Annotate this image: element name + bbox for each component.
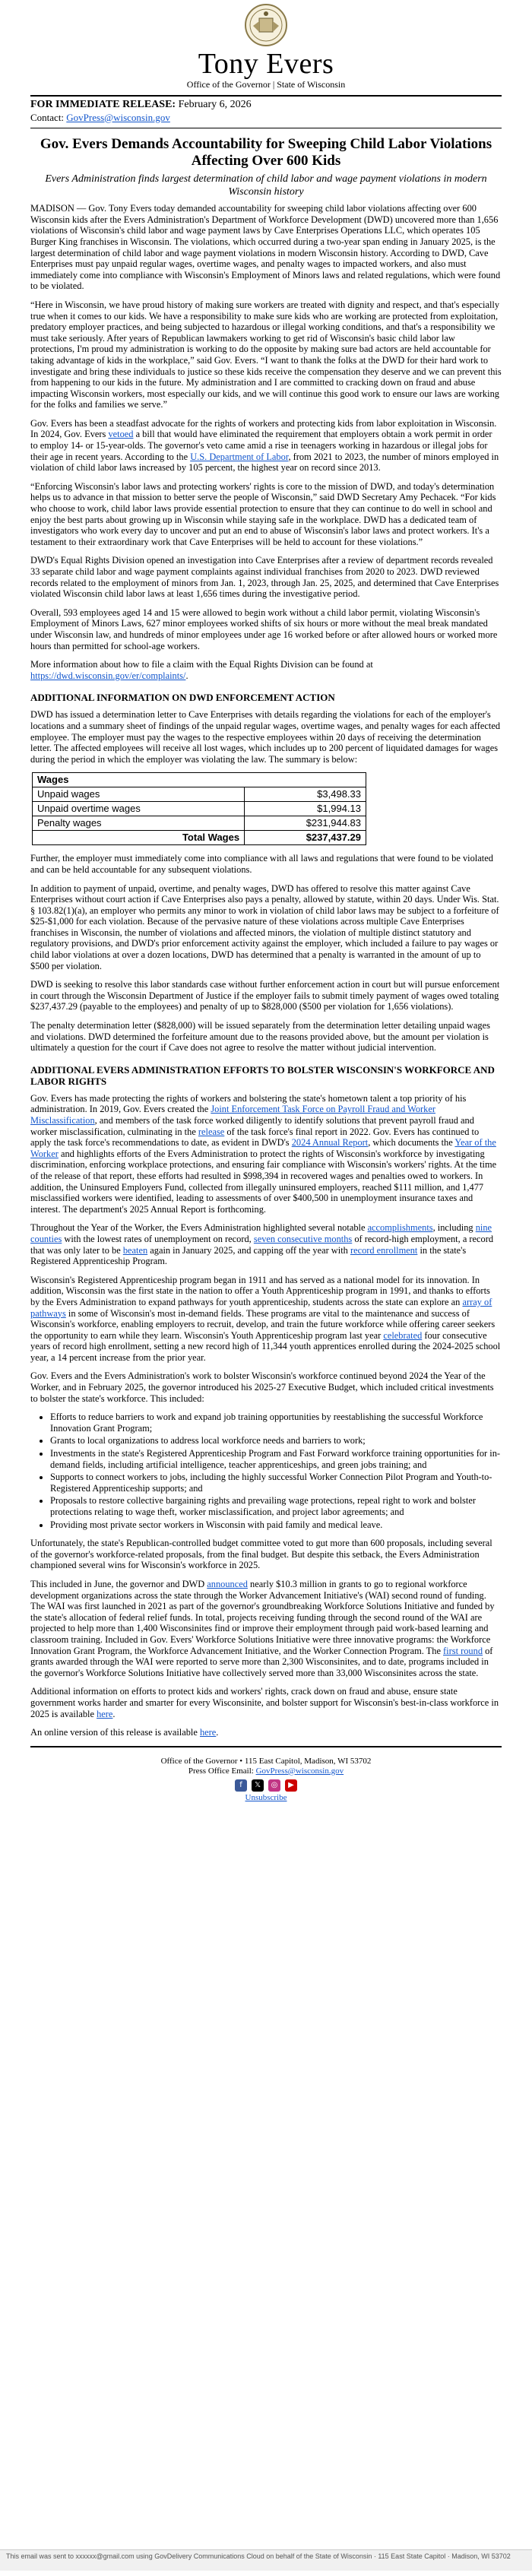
section-heading-efforts: ADDITIONAL EVERS ADMINISTRATION EFFORTS TO BOLSTER WISCONSIN'S WORKFORCE AND LABOR RIGHTS bbox=[30, 1063, 495, 1087]
press-label: Press Office Email: bbox=[188, 1766, 254, 1776]
release-date: February 6, 2026 bbox=[178, 99, 252, 110]
table-row bbox=[33, 787, 366, 802]
text: a bill that would have eliminated the requirement that employers obtain a work permit in order to employ 14- or 15-year-olds. The governor's veto came amid a rise in teenagers working in hazardous or illegal jobs for their age in recent years. According to the bbox=[30, 429, 492, 462]
contact-email-link[interactable]: GovPress@wisconsin.gov bbox=[66, 111, 170, 123]
text: , and members of the task force worked diligently to identify solutions that prevent payroll fraud and worker misclassification, culminating in the bbox=[30, 1115, 474, 1137]
contact-line bbox=[30, 112, 502, 124]
text: nearly $10.3 million in grants to go to regional workforce development organizations across the state through the Worker Advancement Initiative's (WAI) second round of funding. The WAI was first launched in 2021 as part of the governor's groundbreaking Workforce Solutions Initiative and funded by the state's allocation of federal relief funds. In total, projects receiving funding through the second round of the WAI are projected to help more than 1,400 Wisconsinites find or improve their employment through paid work-based learning and classroom training. Included in Gov. Evers' Workforce Solutions Initiative were three innovative programs: the Workforce Innovation Grant Program, the Workforce Advancement Initiative, and the Worker Connection Program. The bbox=[30, 1578, 495, 1656]
annual-report-link[interactable]: 2024 Annual Report bbox=[291, 1137, 369, 1149]
text: Gov. Evers has made protecting the rights of workers and bolstering the state's hometown talent a top priority of his administration. In 2019, Gov. Evers created the bbox=[30, 1092, 467, 1115]
governor-name: Tony Evers bbox=[198, 48, 334, 80]
text: . bbox=[185, 670, 188, 681]
record-enrollment-link[interactable]: record enrollment bbox=[350, 1244, 418, 1256]
text: with the lowest rates of unemployment on record, bbox=[62, 1233, 254, 1244]
list-item: • Investments in the state's Registered Apprenticeship Program and Fast Forward workforce training opportunities for in-demand fields, including artificial intelligence, teacher apprenticeships, and green jobs training; and bbox=[50, 1448, 502, 1470]
text: in the state's Registered Apprenticeship Program. bbox=[30, 1244, 467, 1267]
text: Wisconsin's Registered Apprenticeship program began in 1911 and has served as a national model for its innovation. In addition, Wisconsin was the first state in the nation to offer a Youth Apprenticeship program in 1991, and thanks to efforts by the Evers Administration to expand pathways for youth apprenticeship, students across the state can explore an bbox=[30, 1274, 490, 1307]
paragraph: MADISON — Gov. Tony Evers today demanded accountability for sweeping child labor violations affecting over 600 Wisconsin kids after the Evers Administration's Department of Workforce Development (DWD) uncovered more than 1,656 violations of Wisconsin's child labor and wage payment laws by Cave Enterprises Operations LLC, which operates 105 Burger King franchises in Wisconsin. The violations, which occurred during a two-year span ending in January 2025, is the largest determination of child labor and wage payment violations in modern Wisconsin history. According to DWD, Cave Enterprises must pay unpaid regular wages, overtime wages, and penalty wages to impacted workers, and also must immediately come into compliance with Wisconsin's Employment of Minors laws and related regulations, which were found to be violated. bbox=[30, 203, 501, 292]
paragraph bbox=[30, 1727, 502, 1738]
row-amount: $3,498.33 bbox=[245, 787, 366, 802]
here-link[interactable]: here bbox=[97, 1708, 113, 1719]
list-item: • Proposals to restore collective bargaining rights and prevailing wage protections, repeal right to work and bolster protections relating to wage theft, worker misclassification, and project labor agreements; and bbox=[50, 1495, 502, 1517]
list-item: • Grants to local organizations to address local workforce needs and barriers to work; bbox=[50, 1435, 502, 1446]
paragraph: Unfortunately, the state's Republican-controlled budget committee voted to gut more than 600 proposals, including several of the governor's workforce-related proposals, from the final budget. But despite this setback, the Evers Administration championed several wins for Wisconsin's workforce in 2025. bbox=[30, 1538, 492, 1571]
text: and highlights efforts of the Evers Administration to protect the rights of Wisconsin's workforce by investigating discrimination, enforcing workplace protections, and ensuring fair compliance with Wisconsin's workers' rights. At the time of the release of that report, these efforts had resulted in $998,394 in recovered wages and penalties owed to workers. In addition, the Uninsured Employers Fund, collected from illegally uninsured employers, reached $111 million, and 1,477 misclassified workers were identified, leading to assessments of over $400,500 in unemployment insurance taxes and interest. The department's 2025 Annual Report is forthcoming. bbox=[30, 1148, 497, 1215]
task-force-link[interactable]: Joint Enforcement Task Force on Payroll Fraud and Worker Misclassification bbox=[30, 1104, 435, 1126]
x-icon[interactable]: 𝕏 bbox=[252, 1779, 264, 1792]
wages-table bbox=[32, 772, 366, 845]
text: . bbox=[216, 1727, 219, 1738]
complaints-link[interactable]: https://dwd.wisconsin.gov/er/complaints/ bbox=[30, 670, 186, 681]
paragraph bbox=[30, 1275, 502, 1364]
release-link[interactable]: release bbox=[198, 1126, 225, 1137]
footer-press bbox=[30, 1766, 502, 1776]
unsubscribe-link[interactable]: Unsubscribe bbox=[245, 1792, 287, 1802]
paragraph bbox=[30, 418, 502, 474]
array-of-pathways-link[interactable]: array of pathways bbox=[30, 1296, 492, 1319]
list-item: • Efforts to reduce barriers to work and expand job training opportunities by reestablishing the successful Workforce Innovation Grant Program; bbox=[50, 1412, 502, 1434]
subheadline: Evers Administration finds largest determination of child labor and wage payment violations in modern Wisconsin history bbox=[45, 173, 487, 198]
text: again in January 2025, and capping off the year with bbox=[147, 1244, 350, 1256]
row-label: Unpaid wages bbox=[33, 787, 245, 802]
paragraph bbox=[30, 1579, 502, 1678]
text: four consecutive years of record high enrollment, setting a new record high of 11,344 youth apprentices enrolled during the 2024-2025 school year, a 14 percent increase from the prior year. bbox=[30, 1329, 501, 1363]
text: More information about how to file a claim with the Equal Rights Division can be found at bbox=[30, 659, 373, 670]
text: of record-high employment, a record that was only later to be bbox=[30, 1233, 494, 1256]
release-label: FOR IMMEDIATE RELEASE: bbox=[30, 99, 176, 110]
instagram-icon[interactable]: ◎ bbox=[268, 1779, 280, 1792]
text: Additional information on efforts to protect kids and workers' rights, crack down on fraud and abuse, ensure state government works harder and smarter for every Wisconsinite, and bolster support for Wisconsin's best-in-class workforce in 2025 is available bbox=[30, 1686, 499, 1719]
paragraph: DWD is seeking to resolve this labor standards case without further enforcement action in court but will pursue enforcement in court through the Wisconsin Department of Justice if the employer fails to submit timely payment of wages owed totaling $237,437.29 (payable to the employees) and penalty of up to $828,000 ($500 per violation for 1,656 violations). bbox=[30, 979, 500, 1012]
total-label: Total Wages bbox=[33, 831, 245, 845]
contact-label: Contact: bbox=[30, 111, 65, 123]
text: . bbox=[112, 1708, 116, 1719]
footer-divider bbox=[30, 1746, 502, 1747]
youtube-icon[interactable]: ▶ bbox=[285, 1779, 297, 1792]
text: Gov. Evers has been a steadfast advocate for the rights of workers and protecting kids from labor exploitation in Wisconsin. In 2024, Gov. Evers bbox=[30, 417, 497, 440]
paragraph: In addition to payment of unpaid, overtime, and penalty wages, DWD has offered to resolve this matter against Cave Enterprises without court action if Cave Enterprises also pays a penalty, allowed by statute, within 20 days. Under Wis. Stat. § 103.82(1)(a), an employer who permits any minor to work in violation of child labor laws may be subject to a forfeiture of $25-$1,000 for each violation. Because of the pervasive nature of these violations across multiple Cave Enterprises franchises in Wisconsin, the number of violations and affected minors, the violation of multiple distinct statutory and regulatory provisions, and DWD's prior enforcement activity against the employer, which included a failure to pay wages or child labor violations at over a dozen locations, DWD has determined that a penalty is warranted in the amount of up to $500 per violation. bbox=[30, 882, 499, 971]
paragraph bbox=[30, 1093, 502, 1215]
paragraph: “Here in Wisconsin, we have proud history of making sure workers are treated with dignity and respect, and that's especially true when it comes to our kids. We have a responsibility to make sure kids who are working are protected from exploitation, predatory employer practices, and being subjected to hazardous or illegal working conditions, and that's a responsibility we must take seriously. After years of Republican lawmakers working to get rid of Wisconsin's basic child labor law protections, I'm proud my administration is working to do the opposite by making sure bad actors are held accountable for taking advantage of kids in the workplace,” said Gov. Evers. “I want to thank the folks at the DWD for their hard work to investigate and bring these individuals to justice so these kids receive the compensation they deserve and we can prevent this from happening to our kids in the future. My administration and I are committed to cracking down on fraud and abuse impacting Wisconsin workers, most especially our kids, and we will continue this good work to ensure our laws are working for the folks and families we serve.” bbox=[30, 299, 502, 410]
first-round-link[interactable]: first round bbox=[443, 1645, 483, 1656]
text: of grants awarded through the WAI were reported to serve more than 2,300 Wisconsinites, and to date, programs included in the governor's Workforce Solutions Initiative have collectively served more than 33,000 Wisconsinites across the state. bbox=[30, 1645, 493, 1678]
footer-address: Office of the Governor • 115 East Capitol, Madison, WI 53702 bbox=[160, 1756, 372, 1766]
text: An online version of this release is available bbox=[30, 1727, 200, 1738]
text: in some of Wisconsin's most in-demand fields. These programs are vital to the maintenance and success of Wisconsin's workforce, enabling employers to recruit, develop, and train the future workforce while offering career seekers the opportunity to earn while they learn. Wisconsin's Youth Apprenticeship program last year bbox=[30, 1307, 496, 1341]
press-email-link[interactable]: GovPress@wisconsin.gov bbox=[255, 1766, 344, 1776]
text: , including bbox=[432, 1222, 476, 1234]
wisconsin-seal-icon bbox=[244, 3, 288, 47]
table-row bbox=[33, 816, 366, 831]
budget-list bbox=[30, 1412, 502, 1530]
beaten-link[interactable]: beaten bbox=[122, 1244, 148, 1256]
table-row bbox=[33, 802, 366, 816]
paragraph bbox=[30, 1222, 502, 1266]
paragraph bbox=[30, 1686, 502, 1719]
paragraph bbox=[30, 659, 502, 681]
email-footer-bar: This email was sent to xxxxxx@gmail.com using GovDelivery Communications Cloud on behalf of the State of Wisconsin · 115 East State Capitol · Madison, WI 53702 bbox=[0, 2549, 532, 2571]
text: of the task force's final report in 2022. Gov. Evers has continued to apply the task force's recommendations to date, as evident in DWD's bbox=[30, 1126, 480, 1149]
wages-table-header: Wages bbox=[33, 773, 366, 787]
text: Throughout the Year of the Worker, the Evers Administration highlighted several notable bbox=[30, 1222, 368, 1234]
row-label: Unpaid overtime wages bbox=[33, 802, 245, 816]
nine-counties-link[interactable]: nine counties bbox=[30, 1222, 492, 1244]
row-amount: $1,994.13 bbox=[245, 802, 366, 816]
table-total-row bbox=[33, 831, 366, 845]
paragraph: Gov. Evers and the Evers Administration's work to bolster Wisconsin's workforce continued beyond 2024 the Year of the Worker, and in February 2025, the governor introduced his 2025-27 Executive Budget, which included critical investments to bolster the state's workforce. This included: bbox=[30, 1370, 494, 1404]
paragraph: Overall, 593 employees aged 14 and 15 were allowed to begin work without a child labor permit, violating Wisconsin's Employment of Minors Laws, 627 minor employees worked shifts of six hours or more without the meal break mandated under Wisconsin law, and hundreds of minor employees under age 16 worked before or after allowed hours or worked more hours than permitted for school-age workers. bbox=[30, 607, 498, 651]
release-line bbox=[30, 100, 502, 111]
facebook-icon[interactable]: f bbox=[235, 1779, 247, 1792]
headline: Gov. Evers Demands Accountability for Sweeping Child Labor Violations Affecting Over 600 Kids bbox=[40, 136, 492, 170]
online-version-link[interactable]: here bbox=[199, 1727, 217, 1738]
header-divider bbox=[30, 95, 502, 97]
us-dol-link[interactable]: U.S. Department of Labor bbox=[190, 451, 289, 462]
paragraph: DWD's Equal Rights Division opened an investigation into Cave Enterprises after a review of department records revealed 33 separate child labor and wage payment complaints against individual franchises from 2020 to 2023. DWD reviewed records related to the employment of minors from Jan. 1, 2023, through Jan. 25, 2025, and determined that Cave Enterprises violated Wisconsin child labor laws at least 1,656 times during the investigative period. bbox=[30, 555, 499, 600]
row-amount: $231,944.83 bbox=[245, 816, 366, 831]
total-amount: $237,437.29 bbox=[245, 831, 366, 845]
accomplishments-link[interactable]: accomplishments bbox=[367, 1222, 433, 1234]
text: This included in June, the governor and DWD bbox=[30, 1578, 207, 1589]
footer bbox=[30, 1757, 502, 1803]
celebrated-link[interactable]: celebrated bbox=[383, 1329, 423, 1341]
list-item: • Supports to connect workers to jobs, including the highly successful Worker Connection Pilot Program and Youth-to-Registered Apprenticeship supports; and bbox=[50, 1472, 502, 1494]
paragraph: “Enforcing Wisconsin's labor laws and protecting workers' rights is core to the mission of DWD, and today's determination helps us to advance in that mission to better serve the people of Wisconsin,” said DWD Secretary Amy Pechacek. “For kids who choose to work, child labor laws provide essential protection to ensure that they can continue to do well in school and enjoy the best parts about growing up in Wisconsin while staying safe in the workplace. DWD has a dedicated team of investigators who work every day to uncover and put an end to abuse of Wisconsin's labor laws and protect workers. It's a testament to their extraordinary work that Cave Enterprises will be held to account for these violations.” bbox=[30, 480, 496, 547]
text: , which documents the bbox=[368, 1137, 455, 1149]
row-label: Penalty wages bbox=[33, 816, 245, 831]
paragraph: DWD has issued a determination letter to Cave Enterprises with details regarding the violations for each of the employer's locations and a summary sheet of findings of the unpaid regular wages, overtime wages, and penalty wages for each affected employee. The employer must pay the wages to the respective employees within 20 days of receiving the determination letter. The affected employees will receive all lost wages, which includes up to 200 percent of liquidated damages for wages during the period in which the employer was violating the law. The summary is below: bbox=[30, 709, 501, 765]
paragraph: Further, the employer must immediately come into compliance with all laws and regulations that were found to be violated and can be held accountable for any subsequent violations. bbox=[30, 853, 493, 875]
office-line: Office of the Governor | State of Wisconsin bbox=[186, 79, 346, 90]
list-item: • Providing most private sector workers in Wisconsin with paid family and medical leave. bbox=[50, 1519, 502, 1531]
seven-months-link[interactable]: seven consecutive months bbox=[253, 1233, 353, 1244]
section-heading-enforcement: ADDITIONAL INFORMATION ON DWD ENFORCEMENT ACTION bbox=[30, 692, 335, 704]
announced-link[interactable]: announced bbox=[207, 1578, 248, 1589]
text: , from 2021 to 2023, the number of minors employed in violation of child labor laws increased by 105 percent, the highest year on record since 2013. bbox=[30, 451, 499, 474]
social-icons bbox=[30, 1779, 502, 1792]
vetoed-link[interactable]: vetoed bbox=[108, 429, 134, 440]
year-of-worker-link[interactable]: Year of the Worker bbox=[30, 1137, 496, 1159]
paragraph: The penalty determination letter ($828,000) will be issued separately from the determination letter detailing unpaid wages and violations. DWD determined the forfeiture amount due to the reasons provided above, but the amount per violation is ultimately a question for the court if Cave does not agree to resolve the matter without judicial intervention. bbox=[30, 1020, 490, 1054]
press-release-page bbox=[6, 0, 511, 2560]
